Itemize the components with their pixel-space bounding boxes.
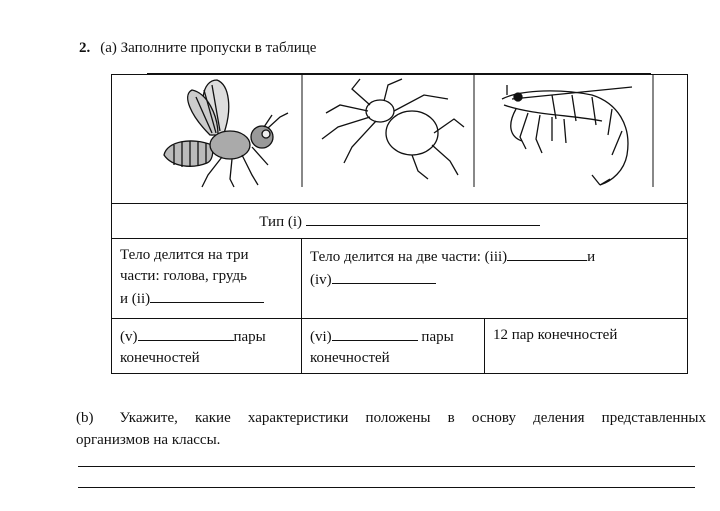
- pairs-word-v: пары: [233, 329, 266, 345]
- spider-icon: [322, 79, 464, 179]
- question-number: 2.: [79, 40, 91, 56]
- part-b-label: (b): [76, 410, 94, 426]
- insect-description-cell: [112, 239, 302, 319]
- classification-table: [111, 74, 688, 374]
- blank-v[interactable]: [138, 325, 234, 341]
- answer-line-2[interactable]: [78, 487, 695, 488]
- type-label: Тип (i): [259, 213, 303, 230]
- blank-ii[interactable]: [150, 287, 264, 303]
- limbs-word-v: конечностей: [120, 350, 200, 366]
- organism-images: [112, 75, 688, 203]
- pairs-word-vi: пары: [421, 329, 454, 345]
- limbs-word-vi: конечностей: [310, 350, 390, 366]
- part-b-line2: организмов на классы.: [76, 432, 221, 448]
- blank-iii[interactable]: [507, 245, 587, 261]
- blank-vi[interactable]: [332, 325, 418, 341]
- question-header: [79, 40, 316, 57]
- part-b: [76, 407, 706, 451]
- arachnid-crustacean-description-cell: [302, 239, 688, 319]
- label-iv: (iv): [310, 272, 332, 288]
- shrimp-limbs-cell: [485, 319, 688, 374]
- type-blank[interactable]: [306, 210, 540, 226]
- insect-desc-line2: части: голова, грудь: [120, 268, 247, 284]
- insect-limbs-cell: [112, 319, 302, 374]
- label-vi: (vi): [310, 329, 332, 345]
- type-row: [112, 204, 688, 239]
- part-a-instruction: (a) Заполните пропуски в таблице: [100, 40, 317, 56]
- insect-desc-line3: и (ii): [120, 291, 151, 307]
- answer-line-1[interactable]: [78, 466, 695, 467]
- two-parts-desc: Тело делится на две части: (iii): [310, 249, 508, 265]
- shrimp-limbs-text: 12 пар конечностей: [493, 327, 618, 343]
- images-row: [112, 75, 688, 204]
- blank-iv[interactable]: [332, 268, 436, 284]
- insect-icon: [164, 80, 288, 187]
- insect-desc-line1: Тело делится на три: [120, 247, 249, 263]
- spider-limbs-cell: [302, 319, 485, 374]
- label-v: (v): [120, 329, 138, 345]
- and-word: и: [587, 249, 596, 265]
- shrimp-icon: [502, 85, 632, 185]
- part-b-line1: Укажите, какие характеристики положены в основу деления представленных: [119, 410, 706, 426]
